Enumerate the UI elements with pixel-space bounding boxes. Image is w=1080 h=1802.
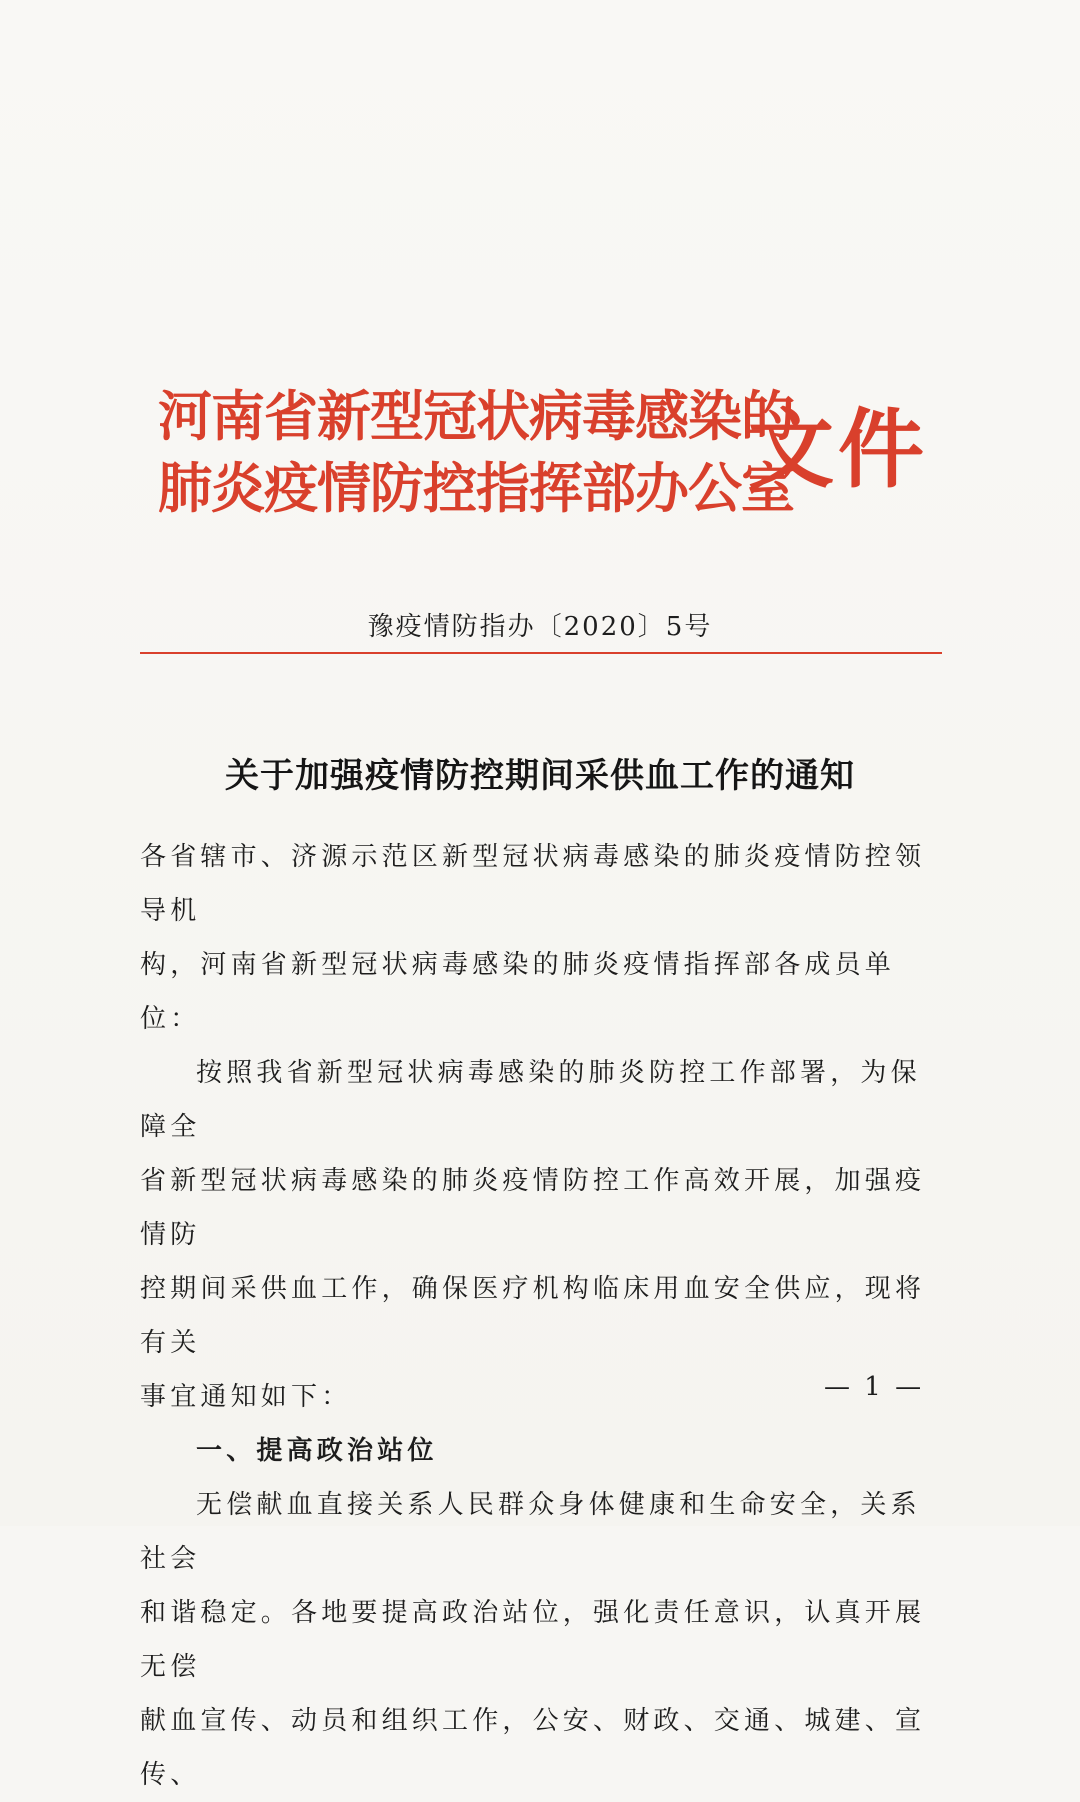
recipients-line: 各省辖市、济源示范区新型冠状病毒感染的肺炎疫情防控领导机 bbox=[140, 842, 926, 926]
intro-line: 事宜通知如下： bbox=[140, 1382, 352, 1412]
intro-line: 控期间采供血工作，确保医疗机构临床用血安全供应，现将有关 bbox=[140, 1274, 926, 1358]
issuer-line-2: 肺炎疫情防控指挥部办公室 bbox=[158, 456, 794, 520]
intro-line: 省新型冠状病毒感染的肺炎疫情防控工作高效开展，加强疫情防 bbox=[140, 1166, 926, 1250]
intro-line: 按照我省新型冠状病毒感染的肺炎防控工作部署，为保障全 bbox=[140, 1058, 921, 1142]
document-type-label: 文件 bbox=[748, 399, 928, 500]
issuer-name bbox=[158, 380, 794, 524]
section-1-line: 献血宣传、动员和组织工作，公安、财政、交通、城建、宣传、 bbox=[140, 1706, 926, 1790]
section-1-line: 和谐稳定。各地要提高政治站位，强化责任意识，认真开展无偿 bbox=[140, 1598, 926, 1682]
issuer-line-1: 河南省新型冠状病毒感染的 bbox=[158, 384, 794, 448]
document-body bbox=[140, 830, 940, 1802]
document-number: 豫疫情防指办〔2020〕5号 bbox=[367, 612, 713, 642]
recipients-line: 构，河南省新型冠状病毒感染的肺炎疫情指挥部各成员单位： bbox=[140, 950, 896, 1034]
document-title: 关于加强疫情防控期间采供血工作的通知 bbox=[225, 756, 855, 796]
section-1-line: 无偿献血直接关系人民群众身体健康和生命安全，关系社会 bbox=[140, 1490, 921, 1574]
page-number: — 1 — bbox=[824, 1372, 925, 1402]
red-divider-line bbox=[140, 652, 942, 654]
section-1-heading: 一、提高政治站位 bbox=[196, 1436, 438, 1466]
